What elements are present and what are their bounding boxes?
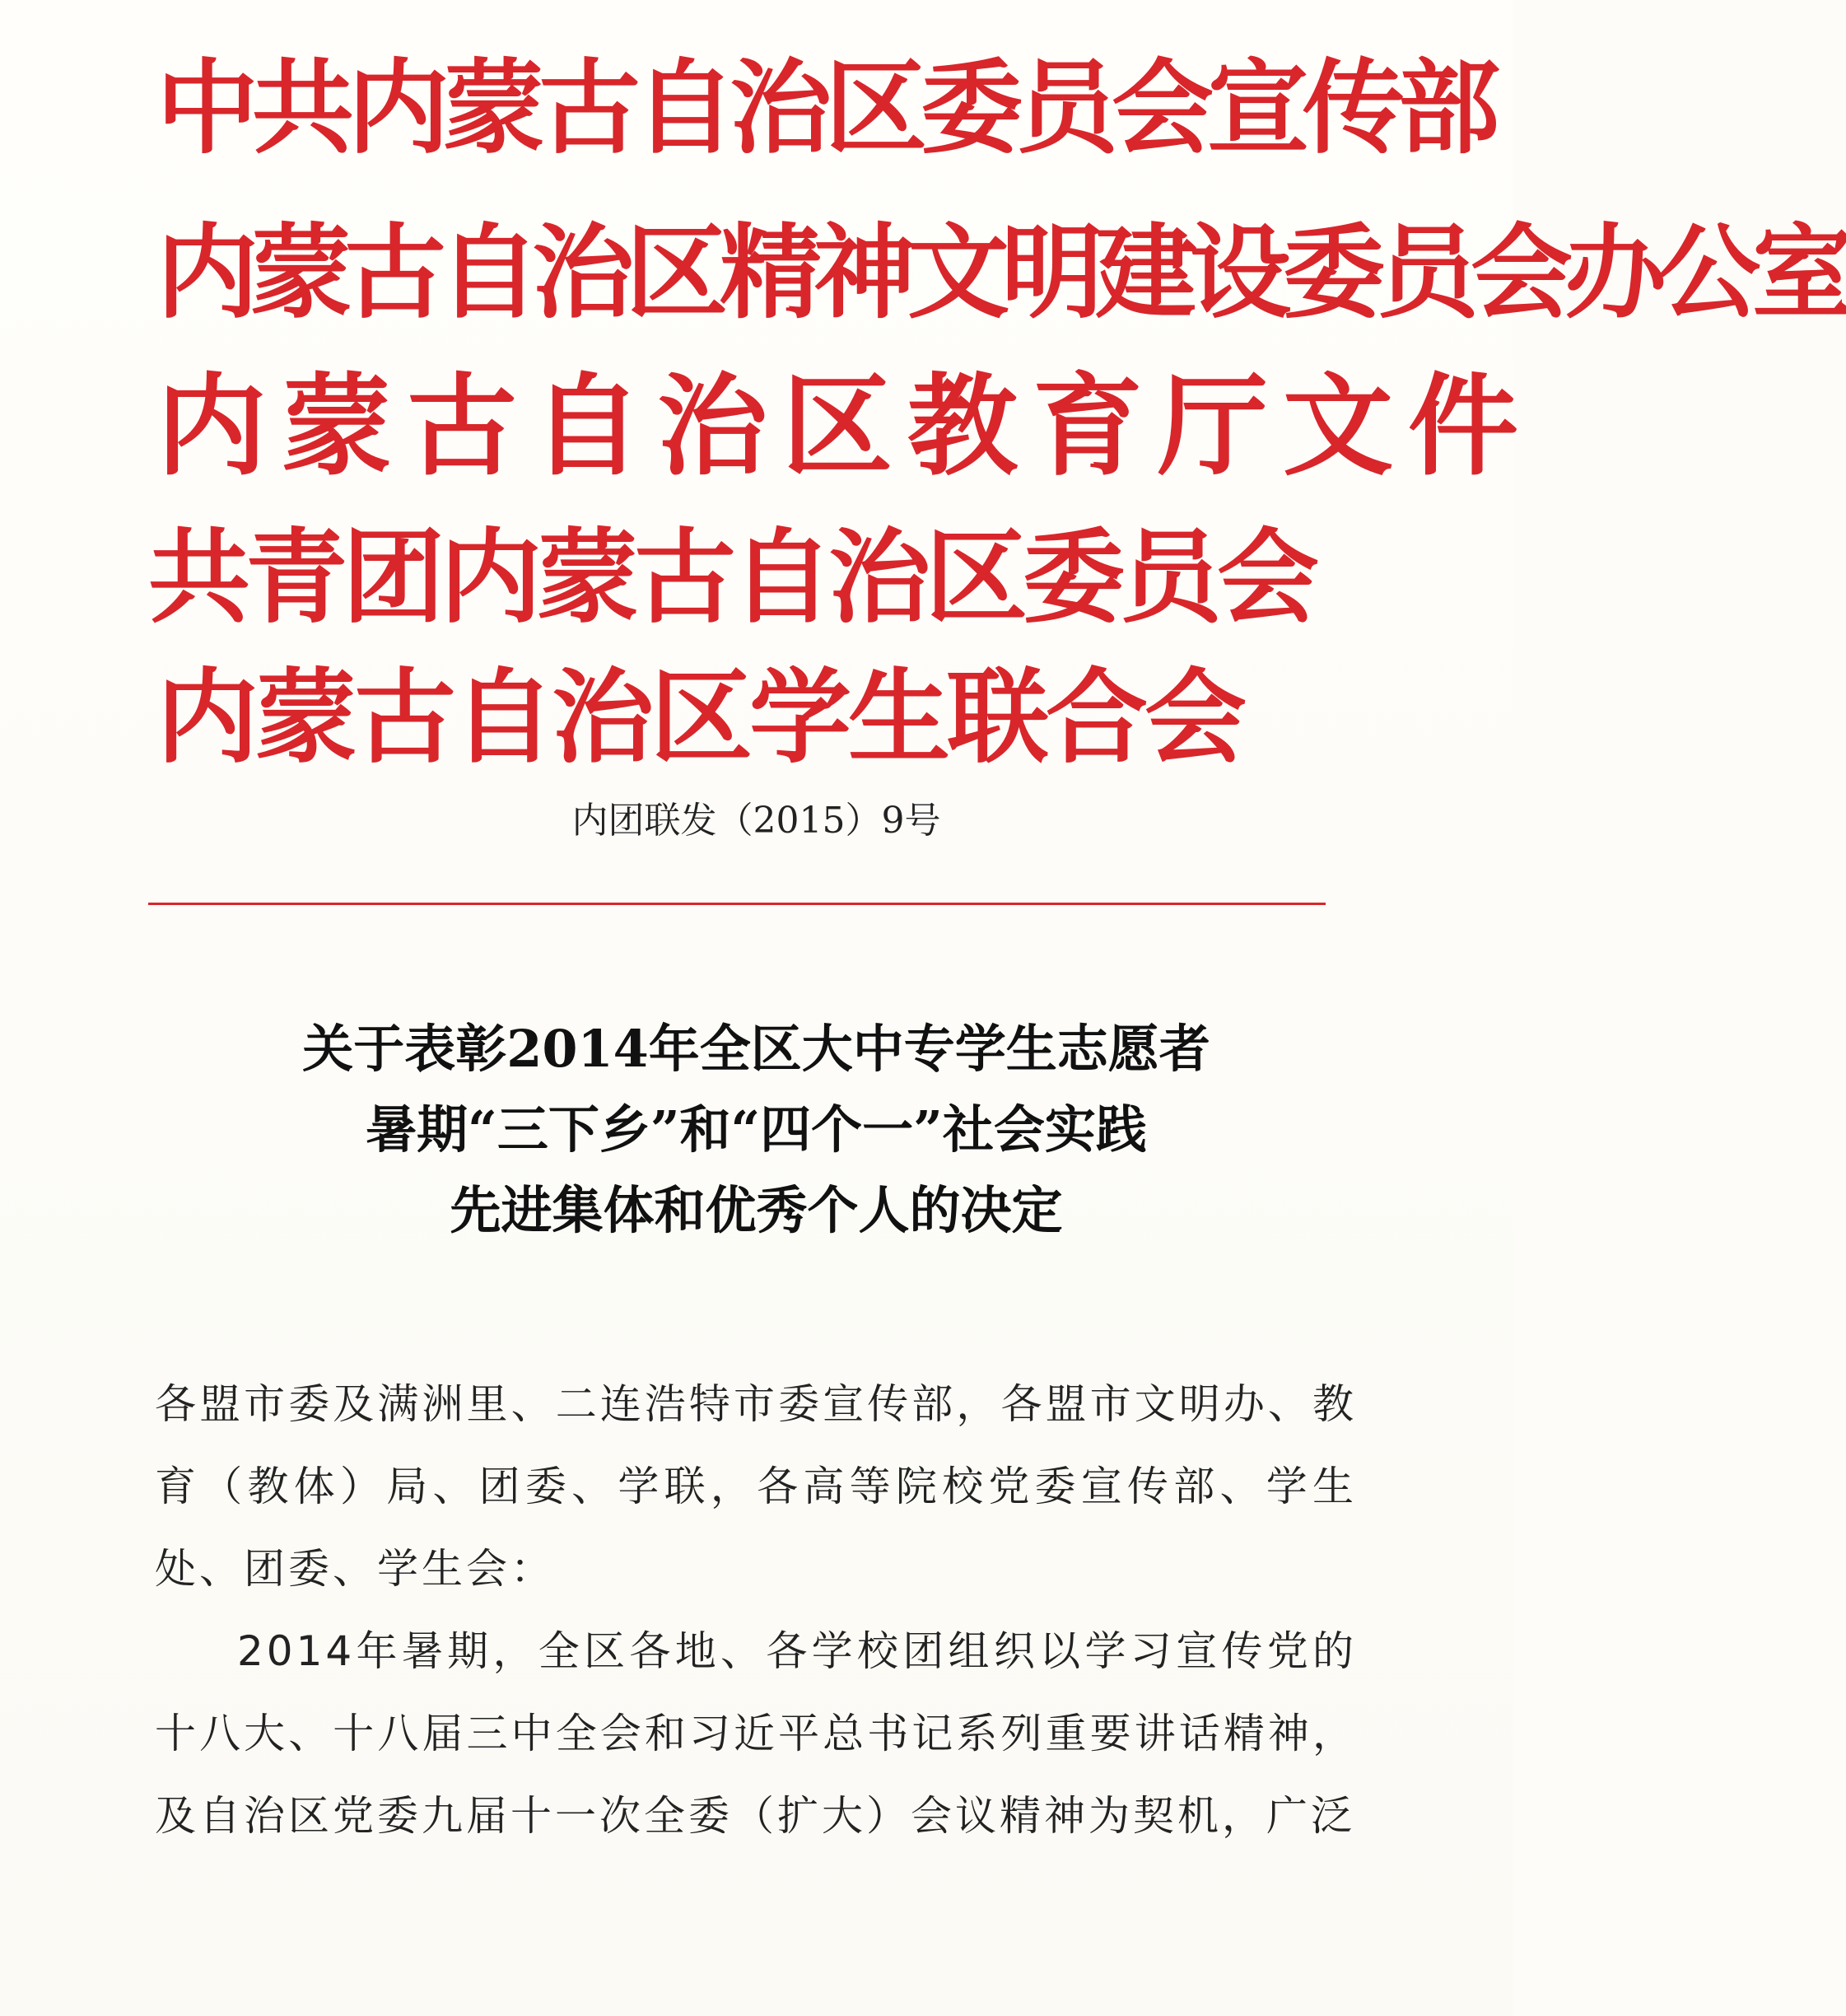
title-line-1: 关于表彰2014年全区大中专学生志愿者	[302, 1019, 1210, 1079]
title-line-3: 先进集体和优秀个人的决定	[450, 1180, 1063, 1240]
issuing-org-civilization-office: 内蒙古自治区精神文明建设委员会办公室	[156, 213, 1846, 333]
salutation-paragraph: 各盟市委及满洲里、二连浩特市委宣传部，各盟市文明办、教育（教体）局、团委、学联，各高等院校党委宣传部、学生处、团委、学生会：	[155, 1380, 1357, 1593]
issuing-org-propaganda: 中共内蒙古自治区委员会宣传部	[156, 49, 1494, 168]
document-body	[155, 1363, 1357, 1857]
red-divider-line	[148, 903, 1326, 905]
issuing-org-youth-league: 共青团内蒙古自治区委员会	[148, 518, 1315, 637]
issuing-org-education-department: 内蒙古自治区教育厅文件	[156, 361, 1534, 491]
document-title	[0, 1009, 1513, 1251]
body-paragraph-1: 2014年暑期，全区各地、各学校团组织以学习宣传党的十八大、十八届三中全会和习近平总书记系列重要讲话精神，及自治区党委九届十一次全委（扩大）会议精神为契机，广泛	[155, 1627, 1357, 1840]
title-line-2: 暑期“三下乡”和“四个一”社会实践	[366, 1099, 1147, 1160]
document-number: 内团联发（2015）9号	[571, 800, 941, 842]
issuing-org-student-union: 内蒙古自治区学生联合会	[156, 658, 1244, 777]
